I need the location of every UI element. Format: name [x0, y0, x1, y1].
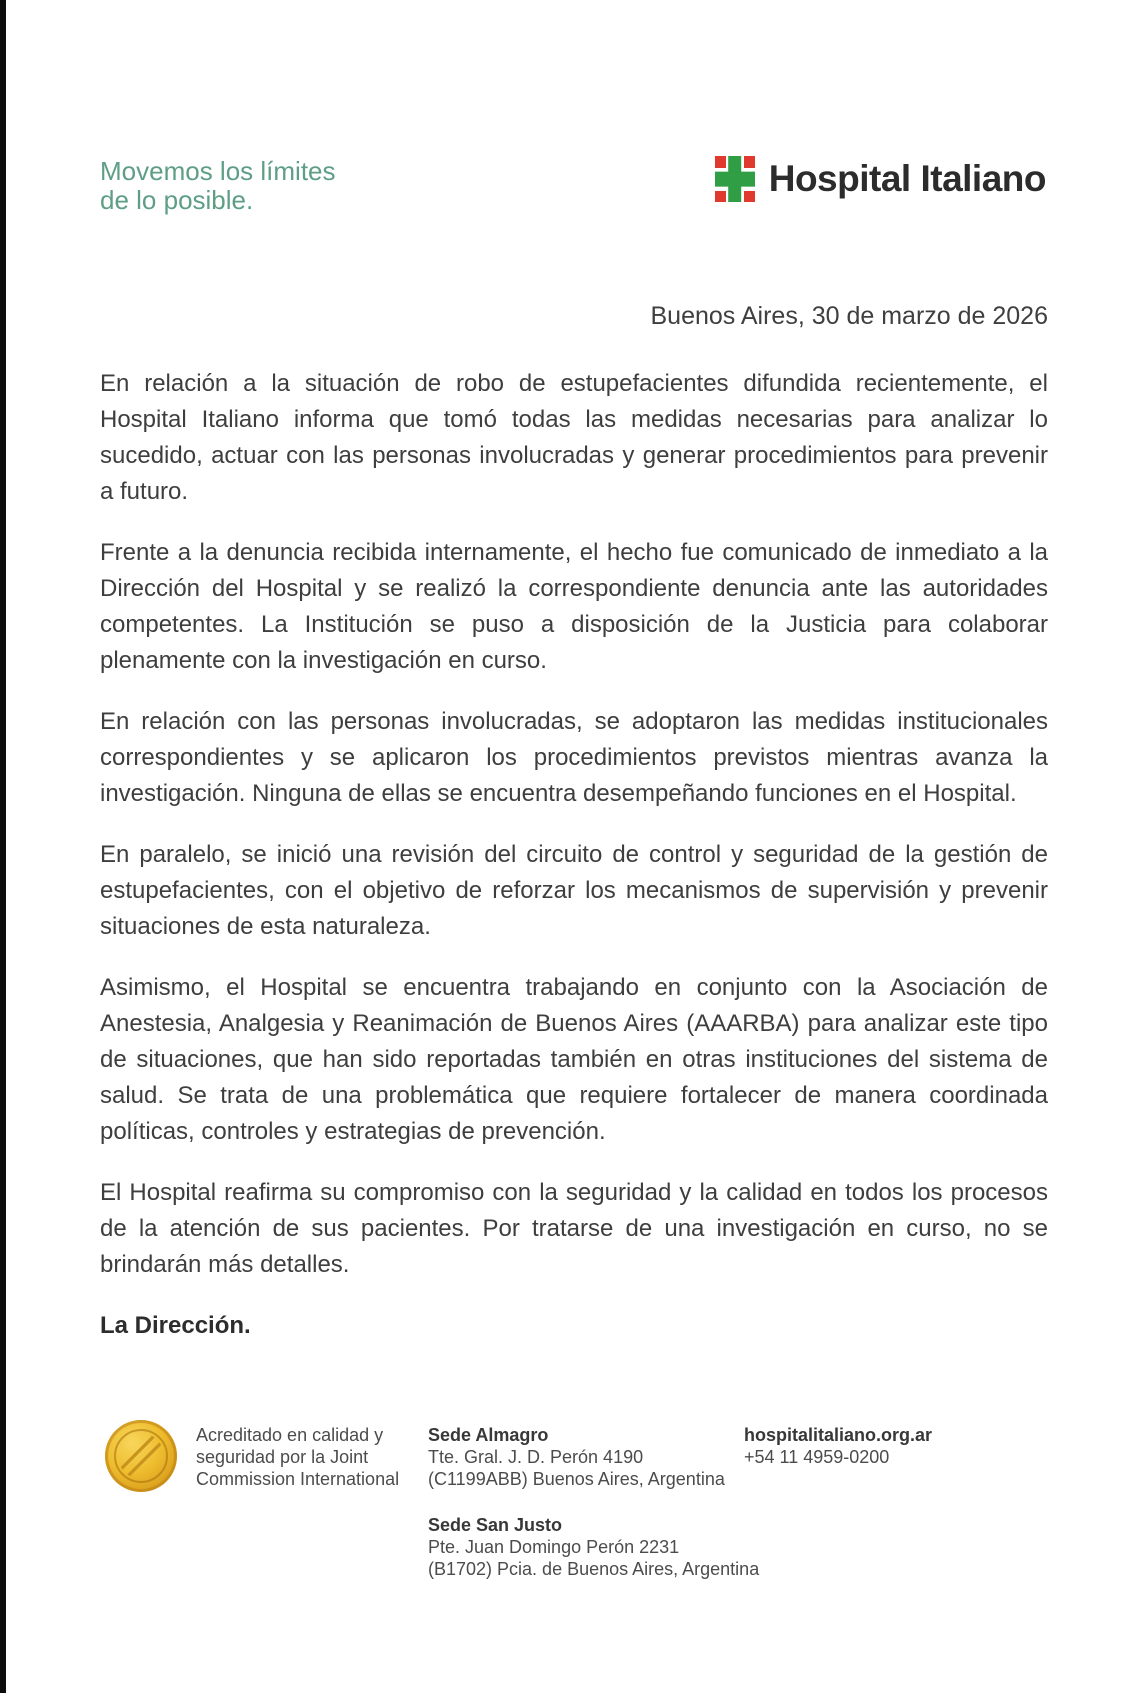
location-san-justo: [428, 1514, 759, 1580]
accreditation-line-2: seguridad por la Joint: [196, 1447, 369, 1467]
accreditation-note: [196, 1424, 399, 1490]
letter-paragraph: En relación a la situación de robo de estupefacientes difundida recientemente, el Hospital Italiano informa que tomó todas las medidas necesarias para analizar lo sucedido, actuar con las personas involucradas y generar procedimientos para prevenir a futuro.: [100, 370, 1048, 505]
phone-number: +54 11 4959-0200: [744, 1447, 890, 1467]
contact-info: [744, 1424, 932, 1468]
letter-paragraph: Frente a la denuncia recibida internamente, el hecho fue comunicado de inmediato a la Dirección del Hospital y se realizó la correspondiente denuncia ante las autoridades competentes. La Institución se puso a disposición de la Justicia para colaborar plenamente con la investigación en curso.: [100, 539, 1048, 674]
location-address-line: (C1199ABB) Buenos Aires, Argentina: [428, 1469, 725, 1489]
letter-body: [100, 366, 1048, 1369]
letter-paragraph: El Hospital reafirma su compromiso con la seguridad y la calidad en todos los procesos de la atención de sus pacientes. Por tratarse de una investigación en curso, no se brindarán más detalles.: [100, 1179, 1048, 1278]
location-title: Sede San Justo: [428, 1515, 563, 1535]
location-address-line: Tte. Gral. J. D. Perón 4190: [428, 1447, 644, 1467]
location-title: Sede Almagro: [428, 1425, 549, 1445]
tagline-line-2: de lo posible.: [100, 185, 254, 215]
letter-paragraph: En paralelo, se inició una revisión del circuito de control y seguridad de la gestión de estupefacientes, con el objetivo de reforzar los mecanismos de supervisión y prevenir situaciones de esta naturaleza.: [100, 841, 1048, 940]
date-line: Buenos Aires, 30 de marzo de 2026: [650, 302, 1048, 330]
location-address-line: (B1702) Pcia. de Buenos Aires, Argentina: [428, 1559, 760, 1579]
tagline-line-1: Movemos los límites: [100, 156, 336, 186]
jci-gold-medal-icon: [105, 1420, 177, 1492]
location-almagro: [428, 1424, 759, 1490]
screen-edge-bar: [0, 0, 6, 1693]
website: hospitalitaliano.org.ar: [744, 1425, 933, 1445]
hospital-cross-icon: [715, 156, 755, 202]
location-address-line: Pte. Juan Domingo Perón 2231: [428, 1537, 680, 1557]
brand-name: Hospital Italiano: [768, 158, 1046, 199]
brand-logo: [715, 156, 1046, 202]
letter-paragraph: En relación con las personas involucradas, se adoptaron las medidas institucionales correspondientes y se aplicaron los procedimientos previstos mientras avanza la investigación. Ninguna de ellas se encuentra desempeñando funciones en el Hospital.: [100, 708, 1048, 807]
accreditation-line-3: Commission International: [196, 1469, 400, 1489]
tagline: [100, 157, 336, 215]
signature: La Dirección.: [100, 1312, 251, 1339]
locations: [428, 1424, 759, 1604]
letter-paragraph: Asimismo, el Hospital se encuentra trabajando en conjunto con la Asociación de Anestesia, Analgesia y Reanimación de Buenos Aires (AAARBA) para analizar este tipo de situaciones, que han sido reportadas también en otras instituciones del sistema de salud. Se trata de una problemática que requiere fortalecer de manera coordinada políticas, controles y estrategias de prevención.: [100, 974, 1048, 1145]
accreditation-line-1: Acreditado en calidad y: [196, 1425, 384, 1445]
